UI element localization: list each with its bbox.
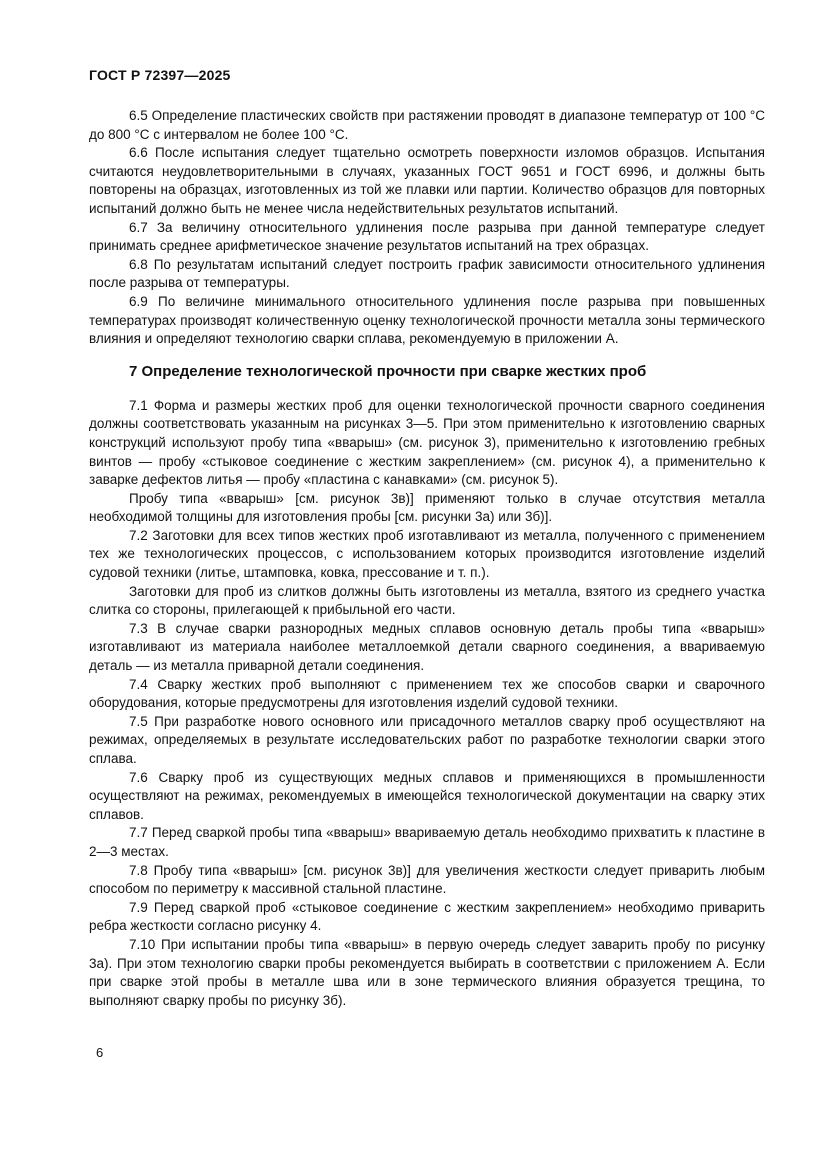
paragraph-6-5: 6.5 Определение пластических свойств при растяжении проводят в диапазоне температур от 100 °С до 800 °С с интервалом не более 100 °С. xyxy=(89,108,765,142)
paragraph-7-5: 7.5 При разработке нового основного или присадочного металлов сварку проб осуществляют на режимах, определяемых в результате исследовательских работ по разработке технологии сварки этого сплава. xyxy=(89,713,765,766)
page-number: 6 xyxy=(96,1045,104,1060)
paragraph-6-7: 6.7 За величину относительного удлинения после разрыва при данной температуре следует принимать среднее арифметическое значение результатов испытаний на трех образцах. xyxy=(89,219,765,254)
paragraph-7-2: 7.2 Заготовки для всех типов жестких проб изготавливают из металла, полученного с применением тех же технологических процессов, с использованием которых производится изготовление изделий судовой техники (литье, штамповка, ковка, прессование и т. п.). xyxy=(89,527,765,581)
paragraph-7-6: 7.6 Сварку проб из существующих медных сплавов и применяющихся в промышленности осуществляют на режимах, рекомендуемых в имеющейся технологической документации на сварку этих сплавов. xyxy=(89,769,765,822)
paragraph-6-8: 6.8 По результатам испытаний следует построить график зависимости относительного удлинения после разрыва от температуры. xyxy=(89,256,765,291)
paragraph-7-1: 7.1 Форма и размеры жестких проб для оценки технологической прочности сварного соединения должны соответствовать указанным на рисунках 3—5. При этом применительно к изготовлению сварных конструкций используют пробу типа «вварыш» (см. рисунок 3), применительно к изготовлению гребных винтов — пробу «стыковое соединение с жестким закреплением» (см. рисунок 4), а применительно к заварке дефектов литья — пробу «пластина с канавками» (см. рисунок 5). xyxy=(89,397,765,488)
paragraph-7-3: 7.3 В случае сварки разнородных медных сплавов основную деталь пробы типа «вварыш» изготавливают из материала наиболее металлоемкой детали сварного соединения, а ввариваемую деталь — из металла приварной детали соединения. xyxy=(89,620,765,674)
paragraph-7-10: 7.10 При испытании пробы типа «вварыш» в первую очередь следует заварить пробу по рисунку 3а). При этом технологию сварки пробы рекомендуется выбирать в соответствии с приложением А. Если при сварке этой пробы в металле шва или в зоне термического влияния образуется трещина, то выполняют сварку пробы по рисунку 3б). xyxy=(89,936,765,1008)
paragraph-7-9: 7.9 Перед сваркой проб «стыковое соединение с жестким закреплением» необходимо приварить ребра жесткости согласно рисунку 4. xyxy=(89,899,765,934)
section-7-heading: 7 Определение технологической прочности при сварке жестких проб xyxy=(129,362,647,380)
paragraph-7-7: 7.7 Перед сваркой пробы типа «вварыш» ввариваемую деталь необходимо прихватить к пластине в 2—3 местах. xyxy=(89,825,765,859)
paragraph-7-2-note: Заготовки для проб из слитков должны быть изготовлены из металла, взятого из среднего участка слитка со стороны, прилегающей к прибыльной его части. xyxy=(89,583,765,618)
paragraph-7-4: 7.4 Сварку жестких проб выполняют с применением тех же способов сварки и сварочного оборудования, которые предусмотрены для изготовления изделий судовой техники. xyxy=(89,676,765,711)
paragraph-6-9: 6.9 По величине минимального относительного удлинения после разрыва при повышенных температурах производят количественную оценку технологической прочности металла зоны термического влияния и определяют технологию сварки сплава, рекомендуемую в приложении А. xyxy=(89,293,765,347)
paragraph-7-8: 7.8 Пробу типа «вварыш» [см. рисунок 3в)] для увеличения жесткости следует приварить любым способом по периметру к массивной стальной пластине. xyxy=(89,862,765,897)
paragraph-7-1-note: Пробу типа «вварыш» [см. рисунок 3в)] применяют только в случае отсутствия металла необходимой толщины для изготовления пробы [см. рисунки 3а) или 3б)]. xyxy=(89,490,765,525)
document-standard-number: ГОСТ Р 72397—2025 xyxy=(89,67,231,83)
document-body xyxy=(89,107,765,1010)
paragraph-6-6: 6.6 После испытания следует тщательно осмотреть поверхности изломов образцов. Испытания считаются неудовлетворительными в случаях, указанных ГОСТ 9651 и ГОСТ 6996, и должны быть повторены на образцах, изготовленных из той же плавки или партии. Количество образцов для повторных испытаний должно быть не менее числа недействительных результатов испытаний. xyxy=(89,145,765,216)
